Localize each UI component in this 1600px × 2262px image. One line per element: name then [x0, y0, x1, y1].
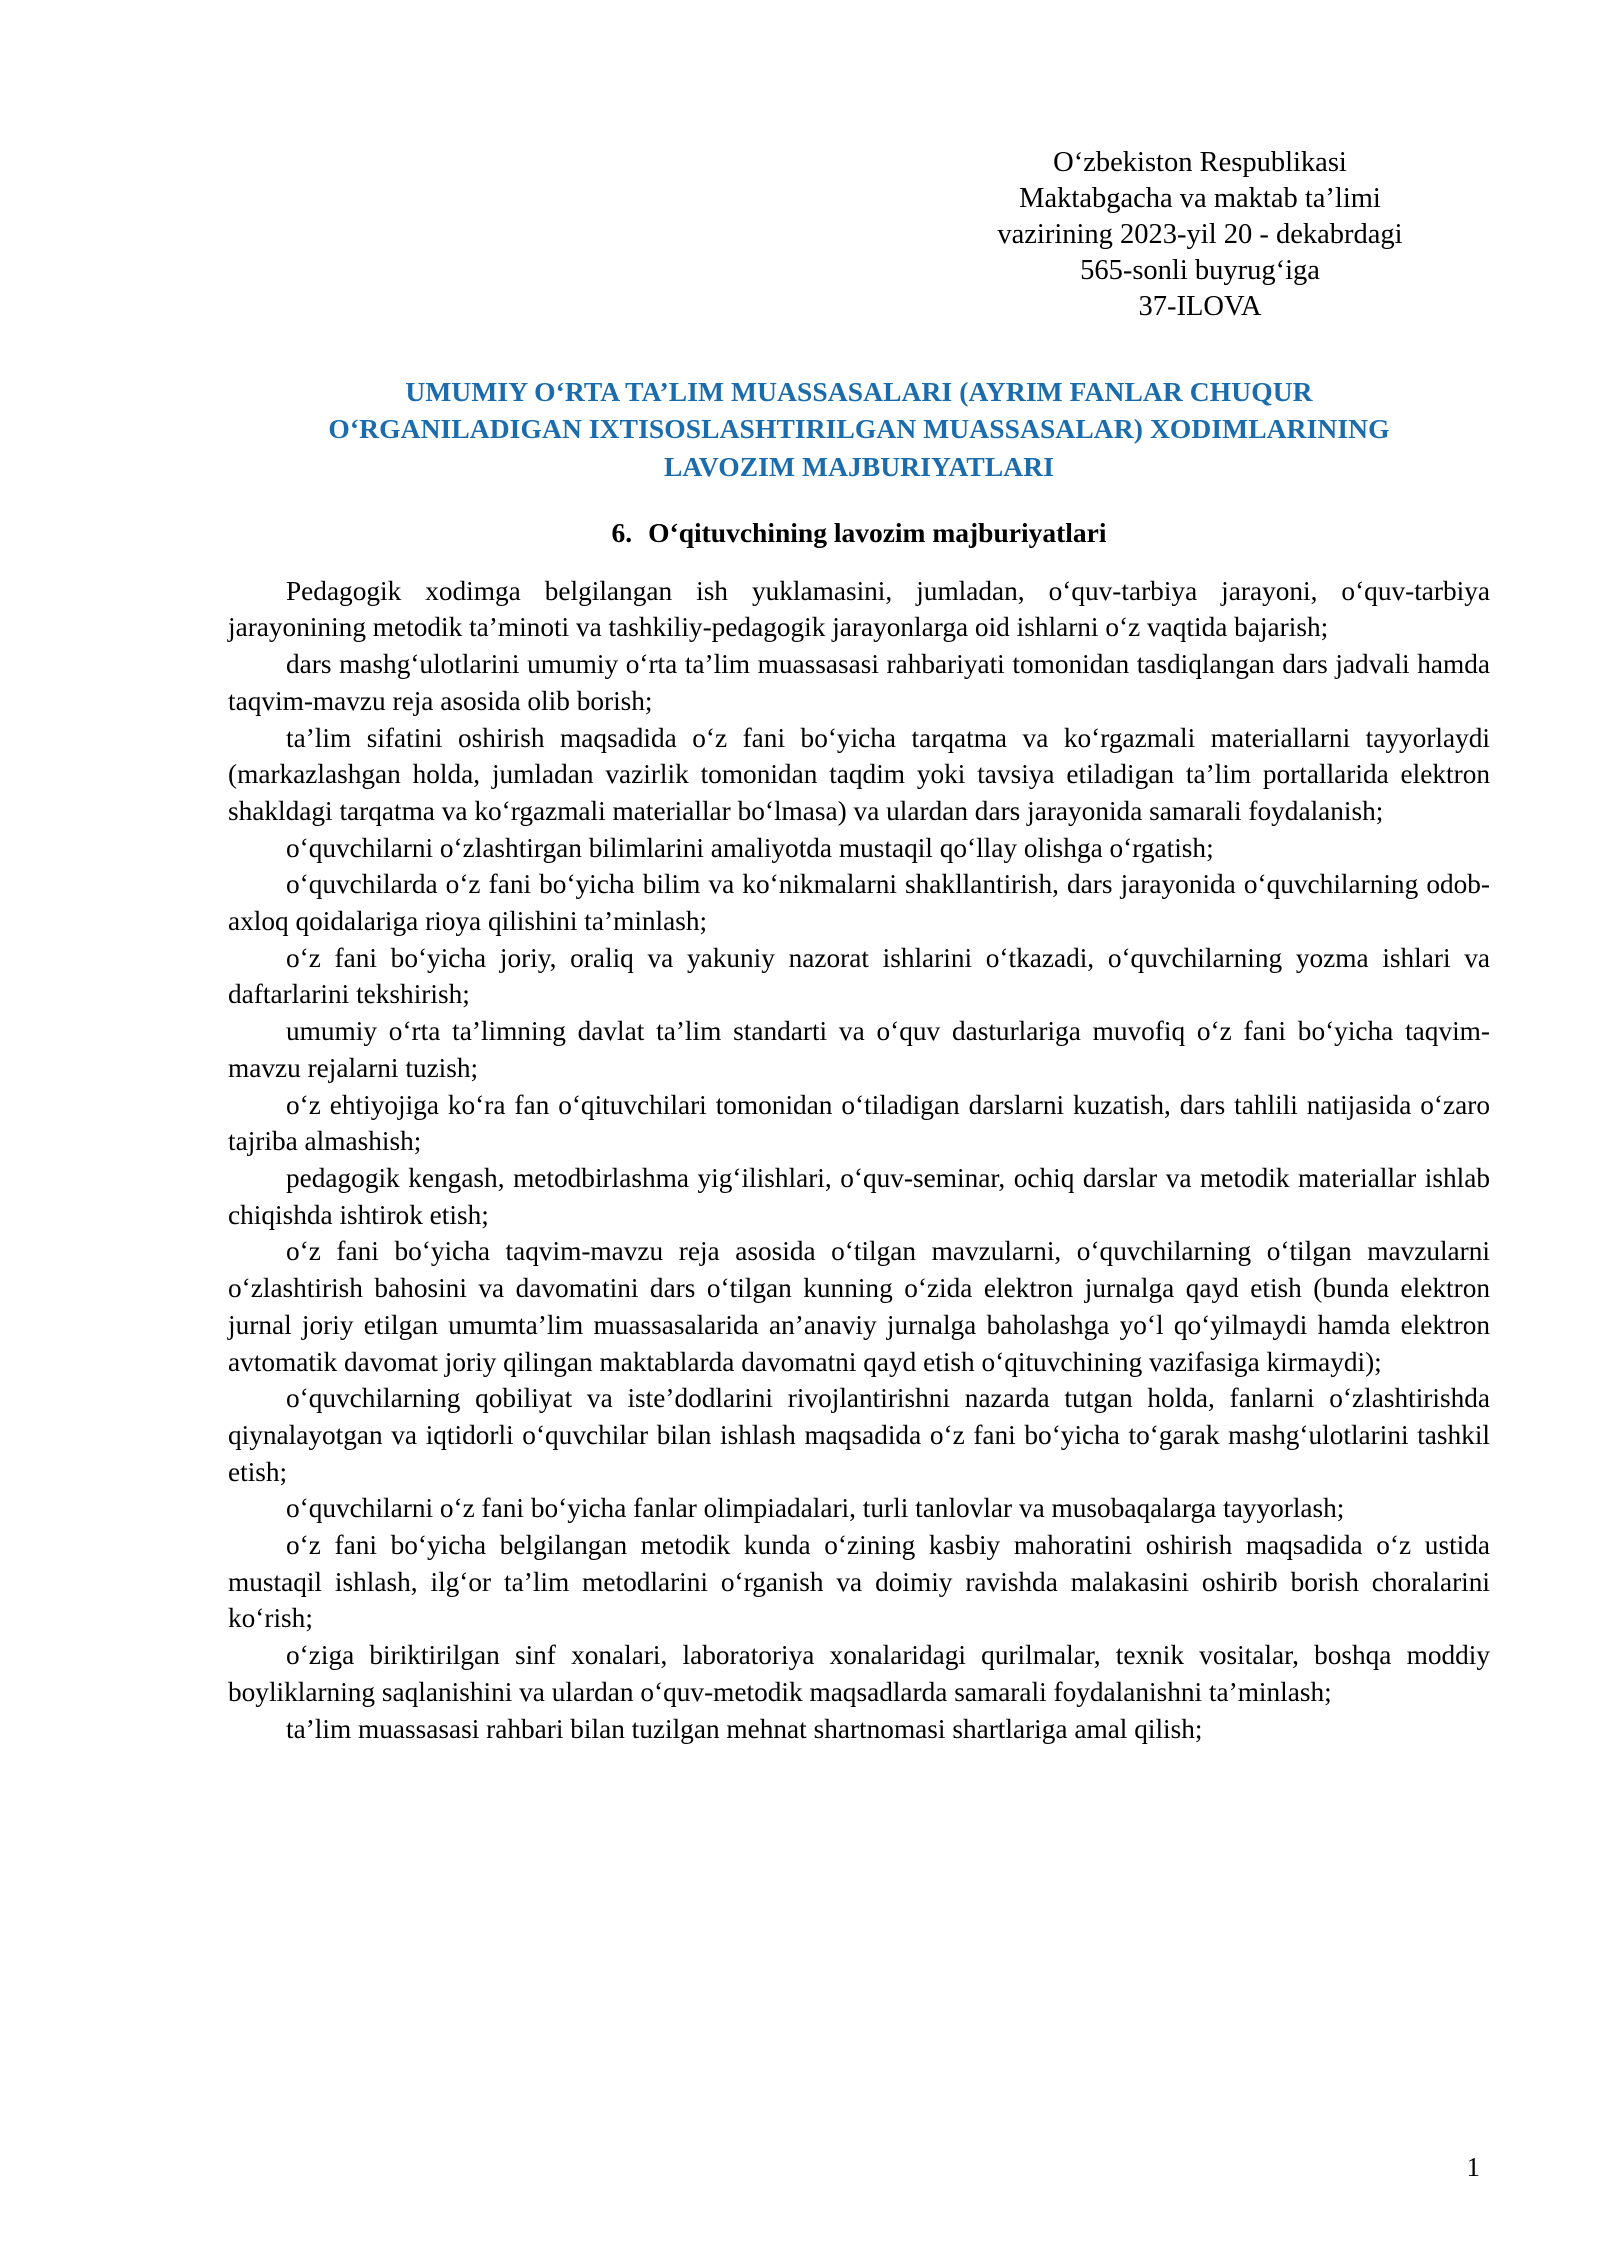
header-line-5: 37-ILOVA: [1138, 291, 1262, 323]
section-number: 6.: [611, 516, 633, 548]
page-content: [228, 0, 1490, 1747]
title-line-2: O‘RGANILADIGAN IXTISOSLASHTIRILGAN MUASSASALAR) XODIMLARINING: [328, 413, 1390, 445]
duty-paragraph: o‘z fani bo‘yicha taqvim-mavzu reja asosida o‘tilgan mavzularni, o‘quvchilarning o‘tilgan mavzularni o‘zlashtirish bahosini va davomatini dars o‘tilgan kunning o‘zida elektron jurnalga qayd etish (bunda elektron jurnal joriy etilgan umumta’lim muassasalarida an’anaviy jurnalga baholashga yo‘l qo‘yilmaydi hamda elektron avtomatik davomat joriy qilingan maktablarda davomatni qayd etish o‘qituvchining vazifasiga kirmaydi);: [228, 1236, 1490, 1377]
duty-paragraph: pedagogik kengash, metodbirlashma yig‘ilishlari, o‘quv-seminar, ochiq darslar va metodik materiallar ishlab chiqishda ishtirok etish;: [228, 1162, 1490, 1230]
duty-paragraph: o‘quvchilarni o‘z fani bo‘yicha fanlar olimpiadalari, turli tanlovlar va musobaqalarga tayyorlash;: [286, 1493, 1345, 1524]
header-line-2: Maktabgacha va maktab ta’limi: [1019, 183, 1381, 215]
duty-paragraph: umumiy o‘rta ta’limning davlat ta’lim standarti va o‘quv dasturlariga muvofiq o‘z fani bo‘yicha taqvim-mavzu rejalarni tuzish;: [228, 1016, 1490, 1083]
header-line-4: 565-sonli buyrug‘iga: [1080, 255, 1320, 287]
section-heading: [228, 515, 1490, 551]
page-title: [228, 373, 1490, 485]
duty-paragraph: o‘quvchilarning qobiliyat va iste’dodlarini rivojlantirishni nazarda tutgan holda, fanlarni o‘zlashtirishda qiynalayotgan va iqtidorli o‘quvchilar bilan ishlash maqsadida o‘z fani bo‘yicha to‘garak mashg‘ulotlarini tashkil etish;: [228, 1383, 1490, 1487]
header-line-1: O‘zbekiston Respublikasi: [1053, 147, 1347, 178]
page-number: 1: [1466, 2152, 1480, 2182]
duty-paragraph: o‘z ehtiyojiga ko‘ra fan o‘qituvchilari tomonidan o‘tiladigan darslarni kuzatish, dars tahlili natijasida o‘zaro tajriba almashish;: [228, 1089, 1490, 1157]
duty-paragraph: ta’lim muassasasi rahbari bilan tuzilgan mehnat shartnomasi shartlariga amal qilish;: [286, 1713, 1203, 1744]
header-line-3: vazirining 2023-yil 20 - dekabrdagi: [997, 219, 1403, 251]
duty-paragraph: o‘quvchilarni o‘zlashtirgan bilimlarini amaliyotda mustaqil qo‘llay olishga o‘rgatish;: [286, 832, 1214, 863]
title-line-1: UMUMIY O‘RTA TA’LIM MUASSASALARI (AYRIM FANLAR CHUQUR: [405, 376, 1313, 408]
duty-paragraph: o‘quvchilarda o‘z fani bo‘yicha bilim va ko‘nikmalarni shakllantirish, dars jarayonida o‘quvchilarning odob-axloq qoidalariga rioya qilishini ta’minlash;: [228, 869, 1490, 937]
duty-paragraph: ta’lim sifatini oshirish maqsadida o‘z fani bo‘yicha tarqatma va ko‘rgazmali materiallarni tayyorlaydi (markazlashgan holda, jumladan vazirlik tomonidan taqdim yoki tavsiya etiladigan ta’lim portallarida elektron shakldagi tarqatma va ko‘rgazmali materiallar bo‘lmasa) va ulardan dars jarayonida samarali foydalanish;: [228, 722, 1490, 826]
duty-paragraph: o‘z fani bo‘yicha belgilangan metodik kunda o‘zining kasbiy mahoratini oshirish maqsadida o‘z ustida mustaqil ishlash, ilg‘or ta’lim metodlarini o‘rganish va doimiy ravishda malakasini oshirib borish choralarini ko‘rish;: [228, 1530, 1490, 1634]
title-line-3: LAVOZIM MAJBURIYATLARI: [663, 450, 1055, 482]
duty-paragraph: o‘ziga biriktirilgan sinf xonalari, laboratoriya xonalaridagi qurilmalar, texnik vositalar, boshqa moddiy boyliklarning saqlanishini va ulardan o‘quv-metodik maqsadlarda samarali foydalanishni ta’minlash;: [228, 1640, 1490, 1707]
duty-paragraph: dars mashg‘ulotlarini umumiy o‘rta ta’lim muassasasi rahbariyati tomonidan tasdiqlangan dars jadvali hamda taqvim-mavzu reja asosida olib borish;: [228, 649, 1490, 716]
body-text: [228, 573, 1490, 1748]
duty-paragraph: Pedagogik xodimga belgilangan ish yuklamasini, jumladan, o‘quv-tarbiya jarayoni, o‘quv-tarbiya jarayonining metodik ta’minoti va tashkiliy-pedagogik jarayonlarga oid ishlarni o‘z vaqtida bajarish;: [228, 575, 1490, 643]
document-header: [910, 145, 1490, 325]
section-heading-text: O‘qituvchining lavozim majburiyatlari: [648, 516, 1107, 548]
duty-paragraph: o‘z fani bo‘yicha joriy, oraliq va yakuniy nazorat ishlarini o‘tkazadi, o‘quvchilarning yozma ishlari va daftarlarini tekshirish;: [228, 942, 1490, 1010]
